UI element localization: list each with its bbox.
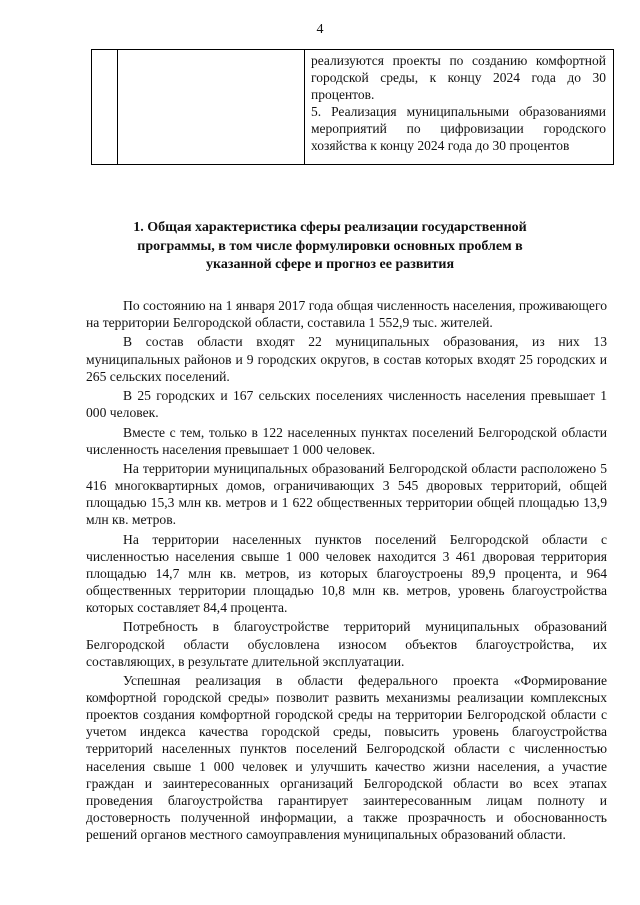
paragraph: В 25 городских и 167 сельских поселениях численность населения превышает 1 000 человек. [86,388,607,421]
section-heading: 1. Общая характеристика сферы реализации государственной программы, в том числе формулировки основных проблем в указанной сфере и прогноз ее развития [133,220,527,272]
table-cell-empty [118,50,305,165]
paragraph: Потребность в благоустройстве территорий муниципальных образований Белгородской области обусловлена износом объектов благоустройства, их составляющих, в результате длительной эксплуатации. [86,619,607,669]
paragraph: В состав области входят 22 муниципальных образования, из них 13 муниципальных районов и 9 городских округов, в состав которых входят 25 городских и 265 сельских поселений. [86,334,607,384]
table-row [92,50,614,165]
table-cell-empty [92,50,118,165]
paragraph: Успешная реализация в области федерального проекта «Формирование комфортной городской среды» позволит развить механизмы реализации комплексных проектов создания комфортной городской среды на территории Белгородской области с учетом индекса качества городской среды, повысить уровень благоустройства территорий населенных пунктов поселений Белгородской области с численностью населения свыше 1 000 человек и улучшить качество жизни населения, а участие граждан и заинтересованных организаций Белгородской области во всех этапах проведения благоустройства гарантирует заинтересованным лицам полноту и достоверность полученной информации, а также прозрачность и обоснованность решений органов местного самоуправления муниципальных образований области. [86,673,607,842]
page-number: 4 [316,22,324,37]
paragraph: На территории муниципальных образований Белгородской области расположено 5 416 многоквартирных домов, ограничивающих 3 545 дворовых территорий, общей площадью 15,3 млн кв. метров и 1 622 общественных территории общей площадью 13,9 млн кв. метров. [86,461,607,528]
table-item: 5. Реализация муниципальными образованиями мероприятий по цифровизации городского хозяйства к концу 2024 года до 30 процентов [311,104,606,153]
continuation-table [91,49,614,165]
body-text [86,297,607,845]
paragraph: Вместе с тем, только в 122 населенных пунктах поселений Белгородской области численность населения превышает 1 000 человек. [86,424,607,457]
table-cell-text [305,50,614,165]
paragraph: По состоянию на 1 января 2017 года общая численность населения, проживающего на территории Белгородской области, составила 1 552,9 тыс. жителей. [86,298,607,331]
table-item: реализуются проекты по созданию комфортной городской среды, к концу 2024 года до 30 процентов. [311,53,606,102]
paragraph: На территории населенных пунктов поселений Белгородской области с численностью населения свыше 1 000 человек находится 3 461 дворовая территория площадью 14,7 млн кв. метров, из которых благоустроены 89,9 процента, и 964 общественных территории площадью 10,8 млн кв. метров, уровень благоустройства которых составляет 84,4 процента. [86,531,607,616]
